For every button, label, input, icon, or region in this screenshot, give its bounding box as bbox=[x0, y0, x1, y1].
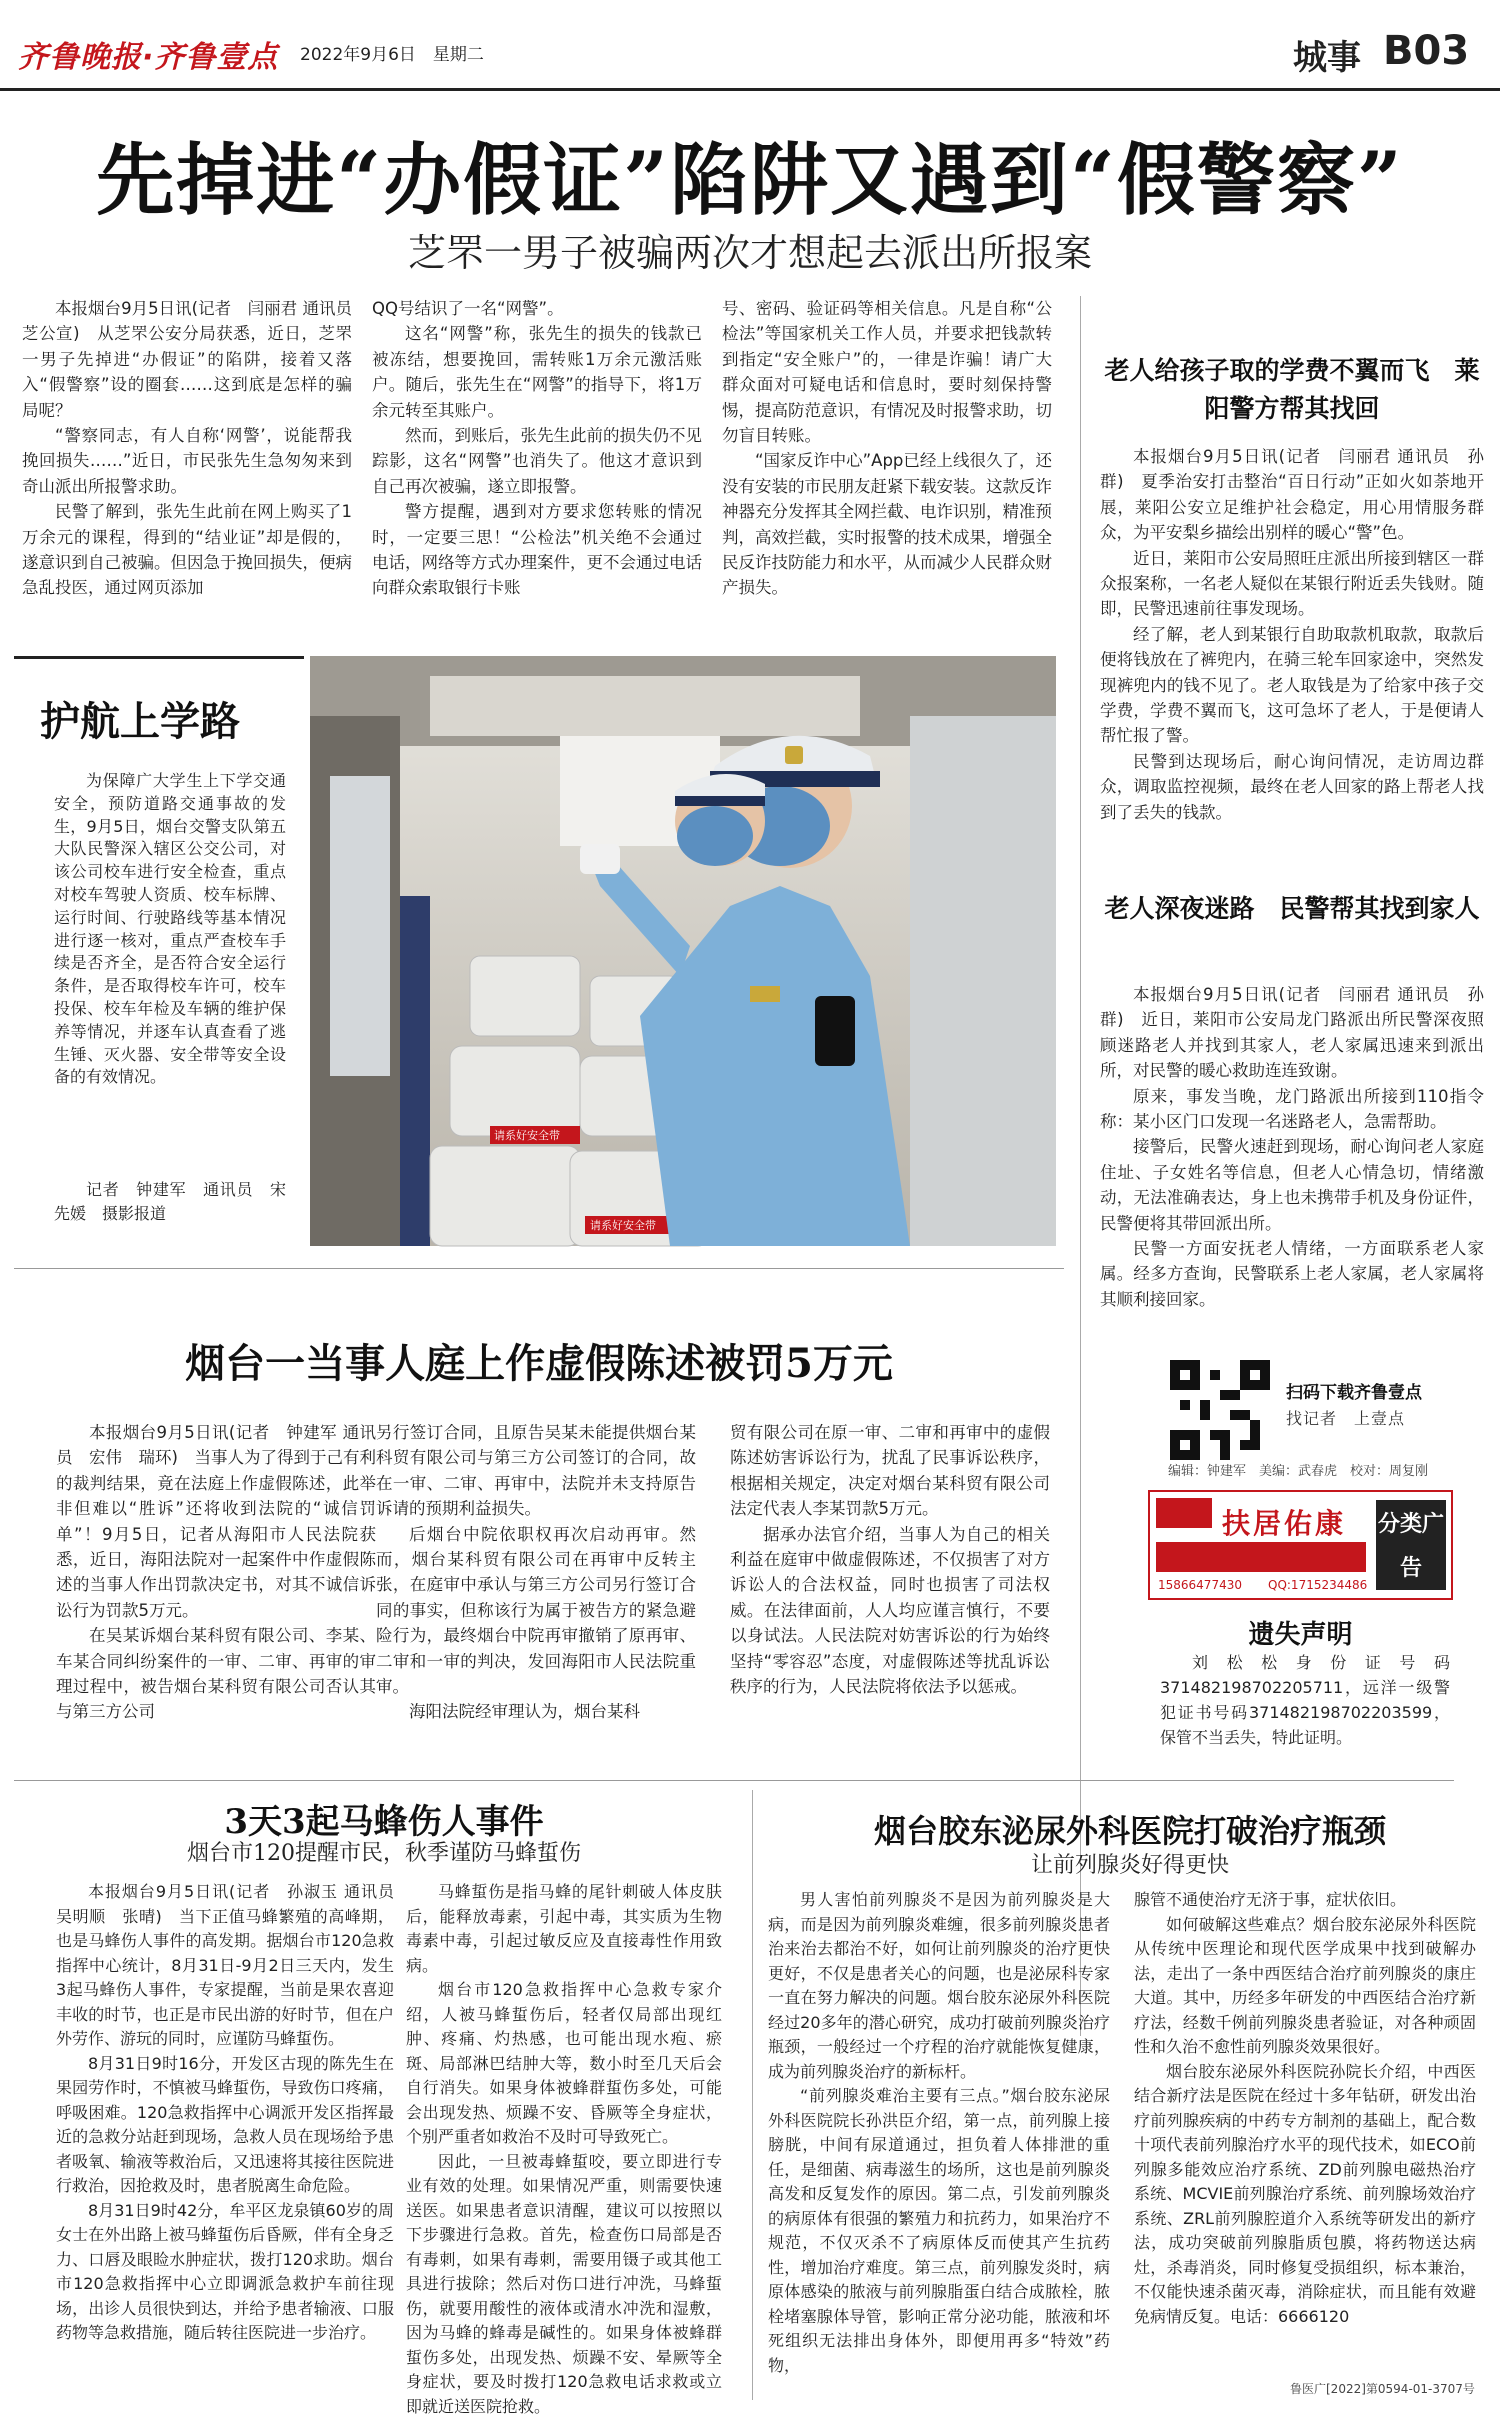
court-paragraph: 后烟台中院依职权再次启动再审。然而，烟台某科贸有限公司在再审中反转主张，在庭审中承认与第三方公司另行签订合同的事实，但称该行为属于被告方的紧急避险行为，最终烟台中院再审撤销了原再审、二审和一审的判决，发回海阳市人民法院重审。 bbox=[376, 1522, 696, 1700]
hospital-paragraph: “前列腺炎难治主要有三点。”烟台胶东泌尿外科医院院长孙洪臣介绍，第一点，前列腺上接膀胱，中间有尿道通过，担负着人体排泄的重任，是细菌、病毒滋生的场所，这也是前列腺炎高发和反复发作的原因。第二点，引发前列腺炎的病原体有很强的繁殖力和抗药力，如果治疗不规范，不仅灭杀不了病原体反而使其产生抗药性，增加治疗难度。第三点，前列腺发炎时，病原体感染的脓液与前列腺脂蛋白结合成脓栓，脓栓堵塞腺体导管，影响正常分泌功能，脓液和坏死组织无法排出身体外，即便用再多“特效”药物， bbox=[768, 2084, 1110, 2378]
wasp-paragraph: 因此，一旦被毒蜂蜇咬，要立即进行专业有效的处理。如果情况严重，则需要快速送医。如果患者意识清醒，建议可以按照以下步骤进行急救。首先，检查伤口局部是否有毒刺，如果有毒刺，需要用镊子或其他工具进行拔除；然后对伤口进行冲洗，马蜂蜇伤，就要用酸性的液体或清水冲洗和湿敷，因为马蜂的蜂毒是碱性的。如果身体被蜂群蜇伤多处，出现发热、烦躁不安、晕厥等全身症状，要及时拨打120急救电话求救或立即就近送医院抢救。 bbox=[406, 2150, 722, 2419]
classified-ad-box[interactable] bbox=[1148, 1490, 1453, 1600]
court-column-3 bbox=[730, 1420, 1050, 1780]
wasp-column-1 bbox=[56, 1880, 394, 2400]
ad-logo-icon bbox=[1156, 1498, 1212, 1528]
lead-paragraph: QQ号结识了一名“网警”。 bbox=[372, 296, 702, 321]
right-story-1-text bbox=[1100, 444, 1484, 864]
wasp-paragraph: 马蜂蜇伤是指马蜂的尾针刺破人体皮肤后，能释放毒素，引起中毒，其实质为生物毒素中毒，引起过敏反应及直接毒性作用致病。 bbox=[406, 1880, 722, 1978]
lead-paragraph: 本报烟台9月5日讯(记者 闫丽君 通讯员 芝公宣) 从芝罘公安分局获悉，近日，芝罘一男子先掉进“办假证”的陷阱，接着又落入“假警察”设的圈套……这到底是怎样的骗局呢？ bbox=[22, 296, 352, 423]
court-paragraph: 据承办法官介绍，当事人为自己的相关利益在庭审中做虚假陈述，不仅损害了对方诉讼人的合法权益，同时也损害了司法权威。在法律面前，人人均应谨言慎行，不要以身试法。人民法院对妨害诉讼的行为始终坚持“零容忍”态度，对虚假陈述等扰乱诉讼秩序的行为，人民法院将依法予以惩戒。 bbox=[730, 1522, 1050, 1700]
page-number: B03 bbox=[1383, 28, 1469, 74]
column-divider bbox=[752, 1790, 753, 2400]
right-story-2-text bbox=[1100, 982, 1484, 1342]
wasp-paragraph: 烟台市120急救指挥中心急救专家介绍，人被马蜂蜇伤后，轻者仅局部出现红肿、疼痛、灼热感，也可能出现水疱、瘀斑、局部淋巴结肿大等，数小时至几天后会自行消失。如果身体被蜂群蜇伤多处，可能会出现发热、烦躁不安、昏厥等全身症状，个别严重者如救治不及时可导致死亡。 bbox=[406, 1978, 722, 2150]
ad-phone: 15866477430 bbox=[1158, 1578, 1242, 1592]
section-divider bbox=[14, 1268, 1064, 1269]
photo-credit-text: 记者 钟建军 通讯员 宋先媛 摄影报道 bbox=[54, 1178, 286, 1226]
masthead-logo: 齐鲁晚报·齐鲁壹点 bbox=[18, 32, 278, 76]
seat-label: 请系好安全带 bbox=[494, 1128, 560, 1142]
hospital-subheadline: 让前列腺炎好得更快 bbox=[760, 1848, 1500, 1879]
masthead-rule bbox=[0, 88, 1500, 91]
hospital-paragraph: 男人害怕前列腺炎不是因为前列腺炎是大病，而是因为前列腺炎难缠，很多前列腺炎患者治来治去都治不好，如何让前列腺炎的治疗更快更好，不仅是患者关心的问题，也是泌尿科专家一直在努力解决的问题。烟台胶东泌尿外科医院经过20多年的潜心研究，成功打破前列腺炎治疗瓶颈，一般经过一个疗程的治疗就能恢复健康，成为前列腺炎治疗的新标杆。 bbox=[768, 1888, 1110, 2084]
hospital-headline: 烟台胶东泌尿外科医院打破治疗瓶颈 bbox=[760, 1806, 1500, 1852]
lead-column-2 bbox=[372, 296, 702, 586]
column-divider bbox=[1080, 296, 1081, 2036]
lead-paragraph: 民警了解到，张先生此前在网上购买了1万余元的课程，得到的“结业证”却是假的，遂意识到自己被骗。但因急于挽回损失，便病急乱投医，通过网页添加 bbox=[22, 499, 352, 601]
court-paragraph: 贸有限公司在原一审、二审和再审中的虚假陈述妨害诉讼行为，扰乱了民事诉讼秩序，根据相关规定，决定对烟台某科贸有限公司法定代表人李某罚款5万元。 bbox=[730, 1420, 1050, 1522]
editors-credit: 编辑：钟建军 美编：武春虎 校对：周复刚 bbox=[1168, 1460, 1428, 1479]
lead-paragraph: “警察同志，有人自称‘网警’，说能帮我挽回损失……”近日，市民张先生急匆匆来到奇山派出所报警求助。 bbox=[22, 423, 352, 499]
right-story-2-paragraph: 民警一方面安抚老人情绪，一方面联系老人家属。经多方查询，民警联系上老人家属，老人家属将其顺利接回家。 bbox=[1100, 1236, 1484, 1312]
ad-qq: QQ:1715234486 bbox=[1268, 1578, 1367, 1592]
court-paragraph: 海阳法院经审理认为，烟台某科 bbox=[376, 1699, 696, 1724]
notice-text bbox=[1160, 1650, 1450, 1760]
masthead-date bbox=[300, 40, 484, 65]
lead-paragraph: 警方提醒，遇到对方要求您转账的情况时，一定要三思！“公检法”机关绝不会通过电话，网络等方式办理案件，更不会通过电话向群众索取银行卡账 bbox=[372, 499, 702, 601]
lead-column-1 bbox=[22, 296, 352, 586]
scan-line-1: 扫码下载齐鲁壹点 bbox=[1286, 1378, 1422, 1403]
hospital-paragraph: 腺管不通使治疗无济于事，症状依旧。 bbox=[1134, 1888, 1476, 1913]
section-name: 城事 bbox=[1293, 30, 1361, 79]
court-paragraph: 本报烟台9月5日讯(记者 钟建军 通讯员 宏伟 瑞环) 当事人为了得到于己有利的裁判结果，竟在法庭上作虚假陈述，此举非但难以“胜诉”还将收到法院的“诚信罚单”！9月5日，记者从海阳市人民法院获悉，近日，海阳法院对一起案件中作虚假陈述的当事人作出罚款决定书，对其不诚信诉讼行为罚款5万元。 bbox=[56, 1420, 376, 1623]
hospital-paragraph: 如何破解这些难点？烟台胶东泌尿外科医院从传统中医理论和现代医学成果中找到破解办法，走出了一条中西医结合治疗前列腺炎的康庄大道。其中，历经多年研发的中西医结合治疗新疗法，经数千例前列腺炎患者验证，对各种顽固性和久治不愈性前列腺炎效果很好。 bbox=[1134, 1913, 1476, 2060]
right-story-2-paragraph: 本报烟台9月5日讯(记者 闫丽君 通讯员 孙群) 近日，莱阳市公安局龙门路派出所民警深夜照顾迷路老人并找到其家人，老人家属迅速来到派出所，对民警的暖心救助连连致谢。 bbox=[1100, 982, 1484, 1084]
wasp-paragraph: 8月31日9时16分，开发区古现的陈先生在果园劳作时，不慎被马蜂蜇伤，导致伤口疼痛，呼吸困难。120急救指挥中心调派开发区指挥最近的急救分站赶到现场，急救人员在现场给予患者吸氧、输液等救治后，又迅速将其接往医院进行救治，因抢救及时，患者脱离生命危险。 bbox=[56, 2052, 394, 2199]
notice-title: 遗失声明 bbox=[1148, 1614, 1453, 1651]
wasp-paragraph: 8月31日9时42分，牟平区龙泉镇60岁的周女士在外出路上被马蜂蜇伤后昏厥，伴有全身乏力、口唇及眼睑水肿症状，拨打120求助。烟台市120急救指挥中心立即调派急救护车前往现场，出诊人员很快到达，并给予患者输液、口服药物等急救措施，随后转往医院进一步治疗。 bbox=[56, 2199, 394, 2346]
lead-paragraph: “国家反诈中心”App已经上线很久了，还没有安装的市民朋友赶紧下载安装。这款反诈神器充分发挥其全网拦截、电诈识别，精准预判，高效拦截，实时报警的技术成果，增强全民反诈技防能力和水平，从而减少人民群众财产损失。 bbox=[722, 448, 1052, 600]
date-text: 2022年9月6日 bbox=[300, 45, 416, 65]
lead-paragraph: 这名“网警”称，张先生的损失的钱款已被冻结，想要挽回，需转账1万余元激活账户。随后，张先生在“网警”的指导下，将1万余元转至其账户。 bbox=[372, 321, 702, 423]
right-story-1-paragraph: 近日，莱阳市公安局照旺庄派出所接到辖区一群众报案称，一名老人疑似在某银行附近丢失钱财。随即，民警迅速前往事发现场。 bbox=[1100, 546, 1484, 622]
court-paragraph: 在吴某诉烟台某科贸有限公司、李某、车某合同纠纷案件的一审、二审、再审的审理过程中，被告烟台某科贸有限公司否认其与第三方公司 bbox=[56, 1623, 376, 1725]
notice-paragraph: 刘松松身份证号码371482198702205711，远洋一级警犯证书号码371482198702203599，保管不当丢失，特此证明。 bbox=[1160, 1650, 1450, 1750]
hospital-column-2 bbox=[1134, 1888, 1476, 2373]
qr-code-image[interactable] bbox=[1170, 1360, 1270, 1460]
wasp-subheadline: 烟台市120提醒市民，秋季谨防马蜂蜇伤 bbox=[14, 1836, 754, 1867]
weekday-text: 星期二 bbox=[433, 45, 484, 65]
right-story-1-paragraph: 经了解，老人到某银行自助取款机取款，取款后便将钱放在了裤兜内，在骑三轮车回家途中，突然发现裤兜内的钱不见了。老人取钱是为了给家中孩子交学费，学费不翼而飞，这可急坏了老人，于是便请人帮忙报了警。 bbox=[1100, 622, 1484, 749]
right-story-1-paragraph: 民警到达现场后，耐心询问情况，走访周边群众，调取监控视频，最终在老人回家的路上帮老人找到了丢失的钱款。 bbox=[1100, 749, 1484, 825]
lead-column-3 bbox=[722, 296, 1052, 586]
right-story-2-paragraph: 接警后，民警火速赶到现场，耐心询问老人家庭住址、子女姓名等信息，但老人心情急切，情绪激动，无法准确表达，身上也未携带手机及身份证件，民警便将其带回派出所。 bbox=[1100, 1134, 1484, 1236]
right-story-2-paragraph: 原来，事发当晚，龙门路派出所接到110指令称：某小区门口发现一名迷路老人，急需帮助。 bbox=[1100, 1084, 1484, 1135]
ad-tag: 分类广告 bbox=[1376, 1500, 1446, 1590]
court-paragraph: 另行签订合同，且原告吴某未能提供烟台某科贸有限公司与第三方公司签订的合同，故在一审、二审、再审中，法院并未支持原告诉请的预期利益损失。 bbox=[376, 1420, 696, 1522]
lead-headline: 先掉进“办假证”陷阱又遇到“假警察” bbox=[0, 118, 1500, 230]
scan-line-2: 找记者 上壹点 bbox=[1286, 1406, 1405, 1429]
photo-story-text bbox=[54, 770, 286, 1110]
hospital-ad-license: 鲁医广[2022]第0594-01-3707号 bbox=[1290, 2380, 1475, 2397]
ad-brand: 扶居佑康 bbox=[1222, 1502, 1346, 1542]
section-divider bbox=[14, 1780, 1454, 1781]
photo-story-credit bbox=[54, 1178, 286, 1228]
wasp-column-2 bbox=[406, 1880, 722, 2400]
seat-label: 请系好安全带 bbox=[590, 1218, 656, 1232]
right-story-2-headline: 老人深夜迷路 民警帮其找到家人 bbox=[1096, 890, 1488, 928]
court-column-2 bbox=[376, 1420, 696, 1780]
right-story-1-paragraph: 本报烟台9月5日讯(记者 闫丽君 通讯员 孙群) 夏季治安打击整治“百日行动”正如火如荼地开展，莱阳公安立足维护社会稳定，用心用情服务群众，为平安梨乡描绘出别样的暖心“警”色。 bbox=[1100, 444, 1484, 546]
ad-banner bbox=[1156, 1542, 1366, 1572]
court-headline: 烟台一当事人庭上作虚假陈述被罚5万元 bbox=[14, 1332, 1064, 1389]
bus-inspection-photo bbox=[310, 656, 1056, 1246]
court-column-1 bbox=[56, 1420, 376, 1780]
hospital-column-1 bbox=[768, 1888, 1110, 2393]
wasp-headline: 3天3起马蜂伤人事件 bbox=[14, 1794, 754, 1843]
hospital-paragraph: 烟台胶东泌尿外科医院孙院长介绍，中西医结合新疗法是医院在经过十多年钻研，研发出治疗前列腺疾病的中药专方制剂的基础上，配合数十项代表前列腺治疗水平的现代技术，如ECO前列腺多能效应治疗系统、ZD前列腺电磁热治疗系统、MCVIE前列腺治疗系统、前列腺场效治疗系统、ZRL前列腺腔道介入系统等研发出的新疗法，成功突破前列腺脂质包膜，将药物送达病灶，杀毒消炎，同时修复受损组织，标本兼治，不仅能快速杀菌灭毒，消除症状，而且能有效避免病情反复。电话：6666120 bbox=[1134, 2060, 1476, 2330]
photo-story-title: 护航上学路 bbox=[40, 690, 240, 747]
wasp-paragraph: 本报烟台9月5日讯(记者 孙淑玉 通讯员 吴明顺 张晴) 当下正值马蜂繁殖的高峰期，也是马蜂伤人事件的高发期。据烟台市120急救指挥中心统计，8月31日-9月2日三天内，发生3起马蜂伤人事件，专家提醒，当前是果农喜迎丰收的时节，也正是市民出游的好时节，但在户外劳作、游玩的同时，应谨防马蜂蜇伤。 bbox=[56, 1880, 394, 2052]
photo-story-paragraph: 为保障广大学生上下学交通安全，预防道路交通事故的发生，9月5日，烟台交警支队第五大队民警深入辖区公交公司，对该公司校车进行安全检查，重点对校车驾驶人资质、校车标牌、运行时间、行驶路线等基本情况进行逐一核对，重点严查校车手续是否齐全，是否符合安全运行条件，是否取得校车许可，校车投保、校车年检及车辆的维护保养等情况，并逐车认真查看了逃生锤、灭火器、安全带等安全设备的有效情况。 bbox=[54, 770, 286, 1089]
lead-paragraph: 号、密码、验证码等相关信息。凡是自称“公检法”等国家机关工作人员，并要求把钱款转到指定“安全账户”的，一律是诈骗！请广大群众面对可疑电话和信息时，要时刻保持警惕，提高防范意识，有情况及时报警求助，切勿盲目转账。 bbox=[722, 296, 1052, 448]
right-story-1-headline: 老人给孩子取的学费不翼而飞 莱阳警方帮其找回 bbox=[1096, 352, 1488, 428]
lead-subheadline: 芝罘一男子被骗两次才想起去派出所报案 bbox=[0, 222, 1500, 277]
lead-paragraph: 然而，到账后，张先生此前的损失仍不见踪影，这名“网警”也消失了。他这才意识到自己再次被骗，遂立即报警。 bbox=[372, 423, 702, 499]
